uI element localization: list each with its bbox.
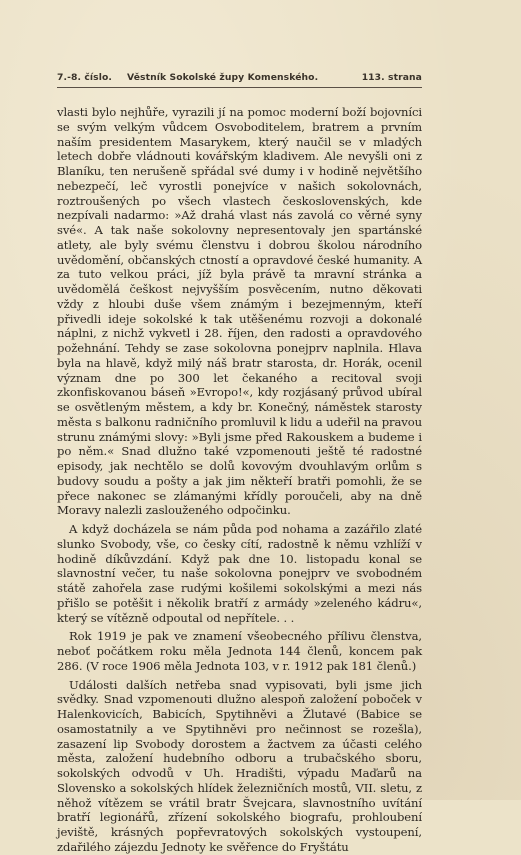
running-header [57, 72, 422, 86]
header-rule [57, 87, 422, 88]
paragraph: vlasti bylo nejhůře, vyrazili jí na pomoc moderní boží bojovníci se svým velkým vůdcem Osvoboditelem, bratrem a prvním naším presidentem Masarykem, který naučil se v mladých letech dobře vládnouti kovářským kladivem. Ale nevyšli oni z Blaníku, ten nerušeně spřádal své dumy i v hodině největšího nebezpečí, leč vyrostli ponejvíce v našich sokolovnách, roztroušených po všech vlastech československých, kde nezpívali nadarmo: »Až drahá vlast nás zavolá co věrné syny své«. A tak naše sokolovny nepresentovaly jen spartánské atlety, ale byly svému členstvu i dobrou školou národního uvědomění, občanských ctností a opravdové české humanity. A za tuto velkou práci, jíž byla právě ta mravní stránka a uvědomělá češkost nejvyšším posvěcením, nutno děkovati vždy z hloubi duše všem známým i bezejmenným, kteří přivedli ideje sokolské k tak utěšenému rozvoji a dokonalé náplni, z nichž vykvetl i 28. říjen, den radosti a opravdového požehnání. Tehdy se zase sokolovna ponejprv naplnila. Hlava byla na hlavě, když milý náš bratr starosta, dr. Horák, ocenil význam dne po 300 let čekaného a recitoval svoji zkonfiskovanou báseň »Evropo!«, kdy rozjásaný průvod ubíral se osvětleným městem, a kdy br. Konečný, náměstek starosty města s balkonu radničního promluvil k lidu a udeřil na pravou strunu známými slovy: »Byli jsme před Rakouskem a budeme i po něm.« Snad dlužno také vzpomenouti ještě té radostné episody, jak nechtělo se dolů kovovým dvouhlavým orlům s budovy soudu a pošty a jak jim někteří bratři pomohli, že se přece nakonec se zlámanými křídly poroučeli, aby na dně Moravy nalezli zaslouženého odpočinku. [57, 105, 422, 518]
paragraph: Události dalších netřeba snad vypisovati, byli jsme jich svědky. Snad vzpomenouti dlužno alespoň založení poboček v Halenkovicích, Babicích, Spytihněvi a Žlutavé (Babice se osamostatnily a ve Spytihněvi pro nečinnost se rozešla), zasazení lip Svobody dorostem a žactvem za účasti celého města, založení hudebního odboru a trubačského sboru, sokolských odvodů v Uh. Hradišti, výpadu Maďarů na Slovensko a sokolských hlídek železničních mostů, VII. sletu, z něhož vítězem se vrátil bratr Švejcara, slavnostního uvítání bratří legionářů, zřízení sokolského biografu, prohloubení jeviště, krásných popřevratových sokolských vystoupení, zdařilého zájezdu Jednoty ke svěřence do Fryštátu [57, 677, 422, 854]
journal-title: Věstník Sokolské župy Komenského. [127, 72, 319, 83]
page-number: 113. strana [361, 72, 422, 83]
issue-number: 7.-8. číslo. [57, 72, 112, 83]
paragraph: Rok 1919 je pak ve znamení všeobecného přílivu členstva, neboť počátkem roku měla Jednota 144 členů, koncem pak 286. (V roce 1906 měla Jednota 103, v r. 1912 pak 181 členů.) [57, 629, 422, 673]
paragraph: A když docházela se nám půda pod nohama a zazářilo zlaté slunko Svobody, vše, co česky cítí, radostně k němu vzhlíží v hodině díkůvzdání. Když pak dne 10. listopadu konal se slavnostní večer, tu naše sokolovna ponejprv ve svobodném státě zahořela zase rudými košilemi sokolskými a mezi nás přišlo se potěšit i několik bratří z armády »zeleného kádru«, který se vítězně odpoutal od nepřítele. . . [57, 522, 422, 625]
body-text [57, 105, 422, 855]
